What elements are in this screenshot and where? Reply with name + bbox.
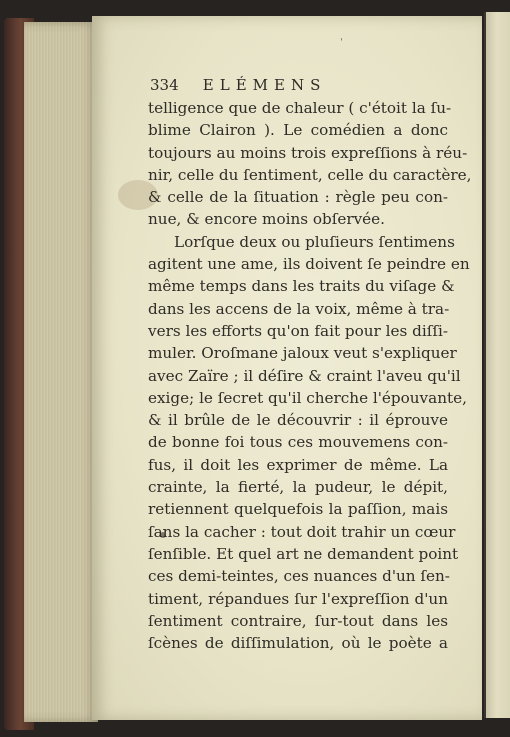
text-line: crainte, la fierté, la pudeur, le dépit, [148,478,448,497]
text-line: nue, & encore moins obſervée. [148,210,385,229]
text-line: muler. Oroſmane jaloux veut s'expliquer [148,344,457,363]
text-line: telligence que de chaleur ( c'étoit la ſu- [148,99,452,117]
page-header [150,76,450,94]
facing-page-edge [484,12,510,718]
text-line: même temps dans les traits du viſage & [148,277,455,296]
text-line: avec Zaïre ; il déſire & craint l'aveu qu'il [148,366,461,385]
text-line: nir, celle du ſentiment, celle du caractère, [148,165,472,184]
text-line: & il brûle de le découvrir : il éprouve [148,411,448,430]
text-line: agitent une ame, ils doivent ſe peindre en [148,255,470,274]
running-title: ELÉMENS [202,76,327,94]
text-line: ſcènes de diſſimulation, où le poète a [148,634,448,653]
text-line: blime Clairon ). Le comédien a donc [148,121,448,140]
text-line: timent, répandues ſur l'expreſſion d'un [148,589,448,608]
text-line: ſenſible. Et quel art ne demandent point [148,544,459,563]
text-line: toujours au moins trois expreſſions à réu- [148,143,468,162]
text-line: exige; le ſecret qu'il cherche l'épouvante, [148,388,467,407]
text-line: ces demi-teintes, ces nuances d'un ſen- [148,567,450,586]
text-line: ſentiment contraire, ſur-tout dans les [148,611,448,630]
text-line: ſans la cacher : tout doit trahir un cœur [148,522,456,541]
page-text [148,97,472,654]
text-line: & celle de la ſituation : règle peu con- [148,188,448,207]
text-line: de bonne foi tous ces mouvemens con- [148,433,448,452]
page-stack [24,22,98,722]
text-line: dans les accens de la voix, même à tra- [148,299,450,318]
page-mark: ˈ [340,38,343,49]
page-number: 334 [150,76,179,94]
text-line: vers les efforts qu'on fait pour les diſſi- [148,321,448,340]
text-line: retiennent quelquefois la paſſion, mais [148,500,448,519]
text-line: fus, il doit les exprimer de même. La [148,455,448,474]
text-line: Lorſque deux ou pluſieurs ſentimens [174,232,455,251]
